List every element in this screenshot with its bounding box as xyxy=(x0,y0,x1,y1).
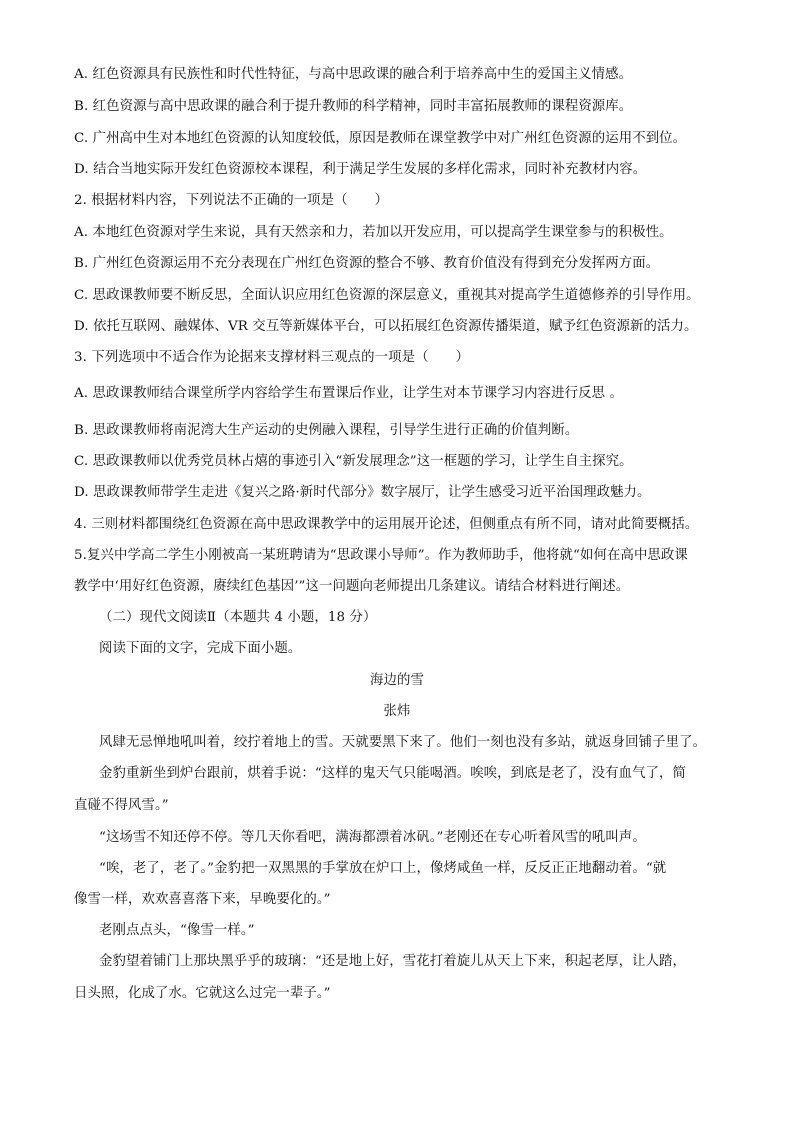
q3-option-c: C. 思政课教师以优秀党员林占熺的事迹引入“新发展理念”这一框题的学习，让学生自主探究。 xyxy=(74,454,633,469)
story-paragraph-cont: 日头照，化成了水。它就这么过完一辈子。” xyxy=(74,986,331,1001)
q1-option-c: C. 广州高中生对本地红色资源的认知度较低，原因是教师在课堂教学中对广州红色资源的运用不到位。 xyxy=(74,131,687,146)
q2-option-d: D. 依托互联网、融媒体、VR 交互等新媒体平台，可以拓展红色资源传播渠道，赋予红色资源新的活力。 xyxy=(74,319,698,334)
q1-option-b: B. 红色资源与高中思政课的融合利于提升教师的科学精神，同时丰富拓展教师的课程资源库。 xyxy=(74,99,633,114)
story-paragraph-cont: 像雪一样，欢欢喜喜落下来，早晚要化的。” xyxy=(74,892,331,907)
story-paragraph-cont: 直碰不得风雪。” xyxy=(74,798,169,813)
q3-option-a: A. 思政课教师结合课堂所学内容给学生布置课后作业，让学生对本节课学习内容进行反思 。 xyxy=(74,386,623,401)
q5-line-1: 5.复兴中学高二学生小刚被高一某班聘请为“思政课小导师”。作为教师助手，他将就“如何在高中思政课 xyxy=(74,548,688,563)
story-paragraph: 金豹重新坐到炉台跟前，烘着手说：“这样的鬼天气只能喝酒。唉唉，到底是老了，没有血气了，简 xyxy=(99,766,687,781)
q2-option-b: B. 广州红色资源运用不充分表现在广州红色资源的整合不够、教育价值没有得到充分发挥两方面。 xyxy=(74,256,660,271)
story-paragraph: 金豹望着铺门上那块黑乎乎的玻璃：“还是地上好，雪花打着旋儿从天上下来，积起老厚，让人踏， xyxy=(99,954,687,969)
q3-option-d: D. 思政课教师带学生走进《复兴之路·新时代部分》数字展厅，让学生感受习近平治国理政魅力。 xyxy=(74,485,651,500)
story-title: 海边的雪 xyxy=(370,673,424,688)
q2-option-a: A. 本地红色资源对学生来说，具有天然亲和力，若加以开发应用，可以提高学生课堂参与的积极性。 xyxy=(74,225,673,240)
q1-option-d: D. 结合当地实际开发红色资源校本课程，利于满足学生发展的多样化需求，同时补充教材内容。 xyxy=(74,162,647,177)
q3-option-b: B. 思政课教师将南泥湾大生产运动的史例融入课程，引导学生进行正确的价值判断。 xyxy=(74,423,579,438)
story-paragraph: 老刚点点头，“像雪一样。” xyxy=(99,923,255,938)
reading-instruction: 阅读下面的文字，完成下面小题。 xyxy=(99,641,302,656)
q2-option-c: C. 思政课教师要不断反思，全面认识应用红色资源的深层意义，重视其对提高学生道德修养的引导作用。 xyxy=(74,288,700,303)
story-author: 张炜 xyxy=(383,704,411,719)
q4-text: 4. 三则材料都围绕红色资源在高中思政课教学中的运用展开论述，但侧重点有所不同，请对此简要概括。 xyxy=(74,517,699,532)
section-title: （二）现代文阅读Ⅱ（本题共 4 小题，18 分） xyxy=(99,610,377,625)
q2-stem: 2. 根据材料内容，下列说法不正确的一项是（ ） xyxy=(74,193,389,208)
q5-line-2: 教学中‘用好红色资源，赓续红色基因’”这一问题向老师提出几条建议。请结合材料进行阐述。 xyxy=(74,579,630,594)
q3-stem: 3. 下列选项中不适合作为论据来支撑材料三观点的一项是（ ） xyxy=(74,350,470,365)
story-paragraph: 风肆无忌惮地吼叫着，绞拧着地上的雪。天就要黑下来了。他们一刻也没有多站，就返身回铺子里了。 xyxy=(99,735,707,750)
story-paragraph: “唉，老了，老了。”金豹把一双黑黑的手掌放在炉口上，像烤咸鱼一样，反反正正地翻动着。“就 xyxy=(99,861,667,876)
q1-option-a: A. 红色资源具有民族性和时代性特征，与高中思政课的融合利于培养高中生的爱国主义情感。 xyxy=(74,67,633,82)
story-paragraph: “这场雪不知还停不停。等几天你看吧，满海都漂着冰矾。”老刚还在专心听着风雪的吼叫声。 xyxy=(99,830,646,845)
